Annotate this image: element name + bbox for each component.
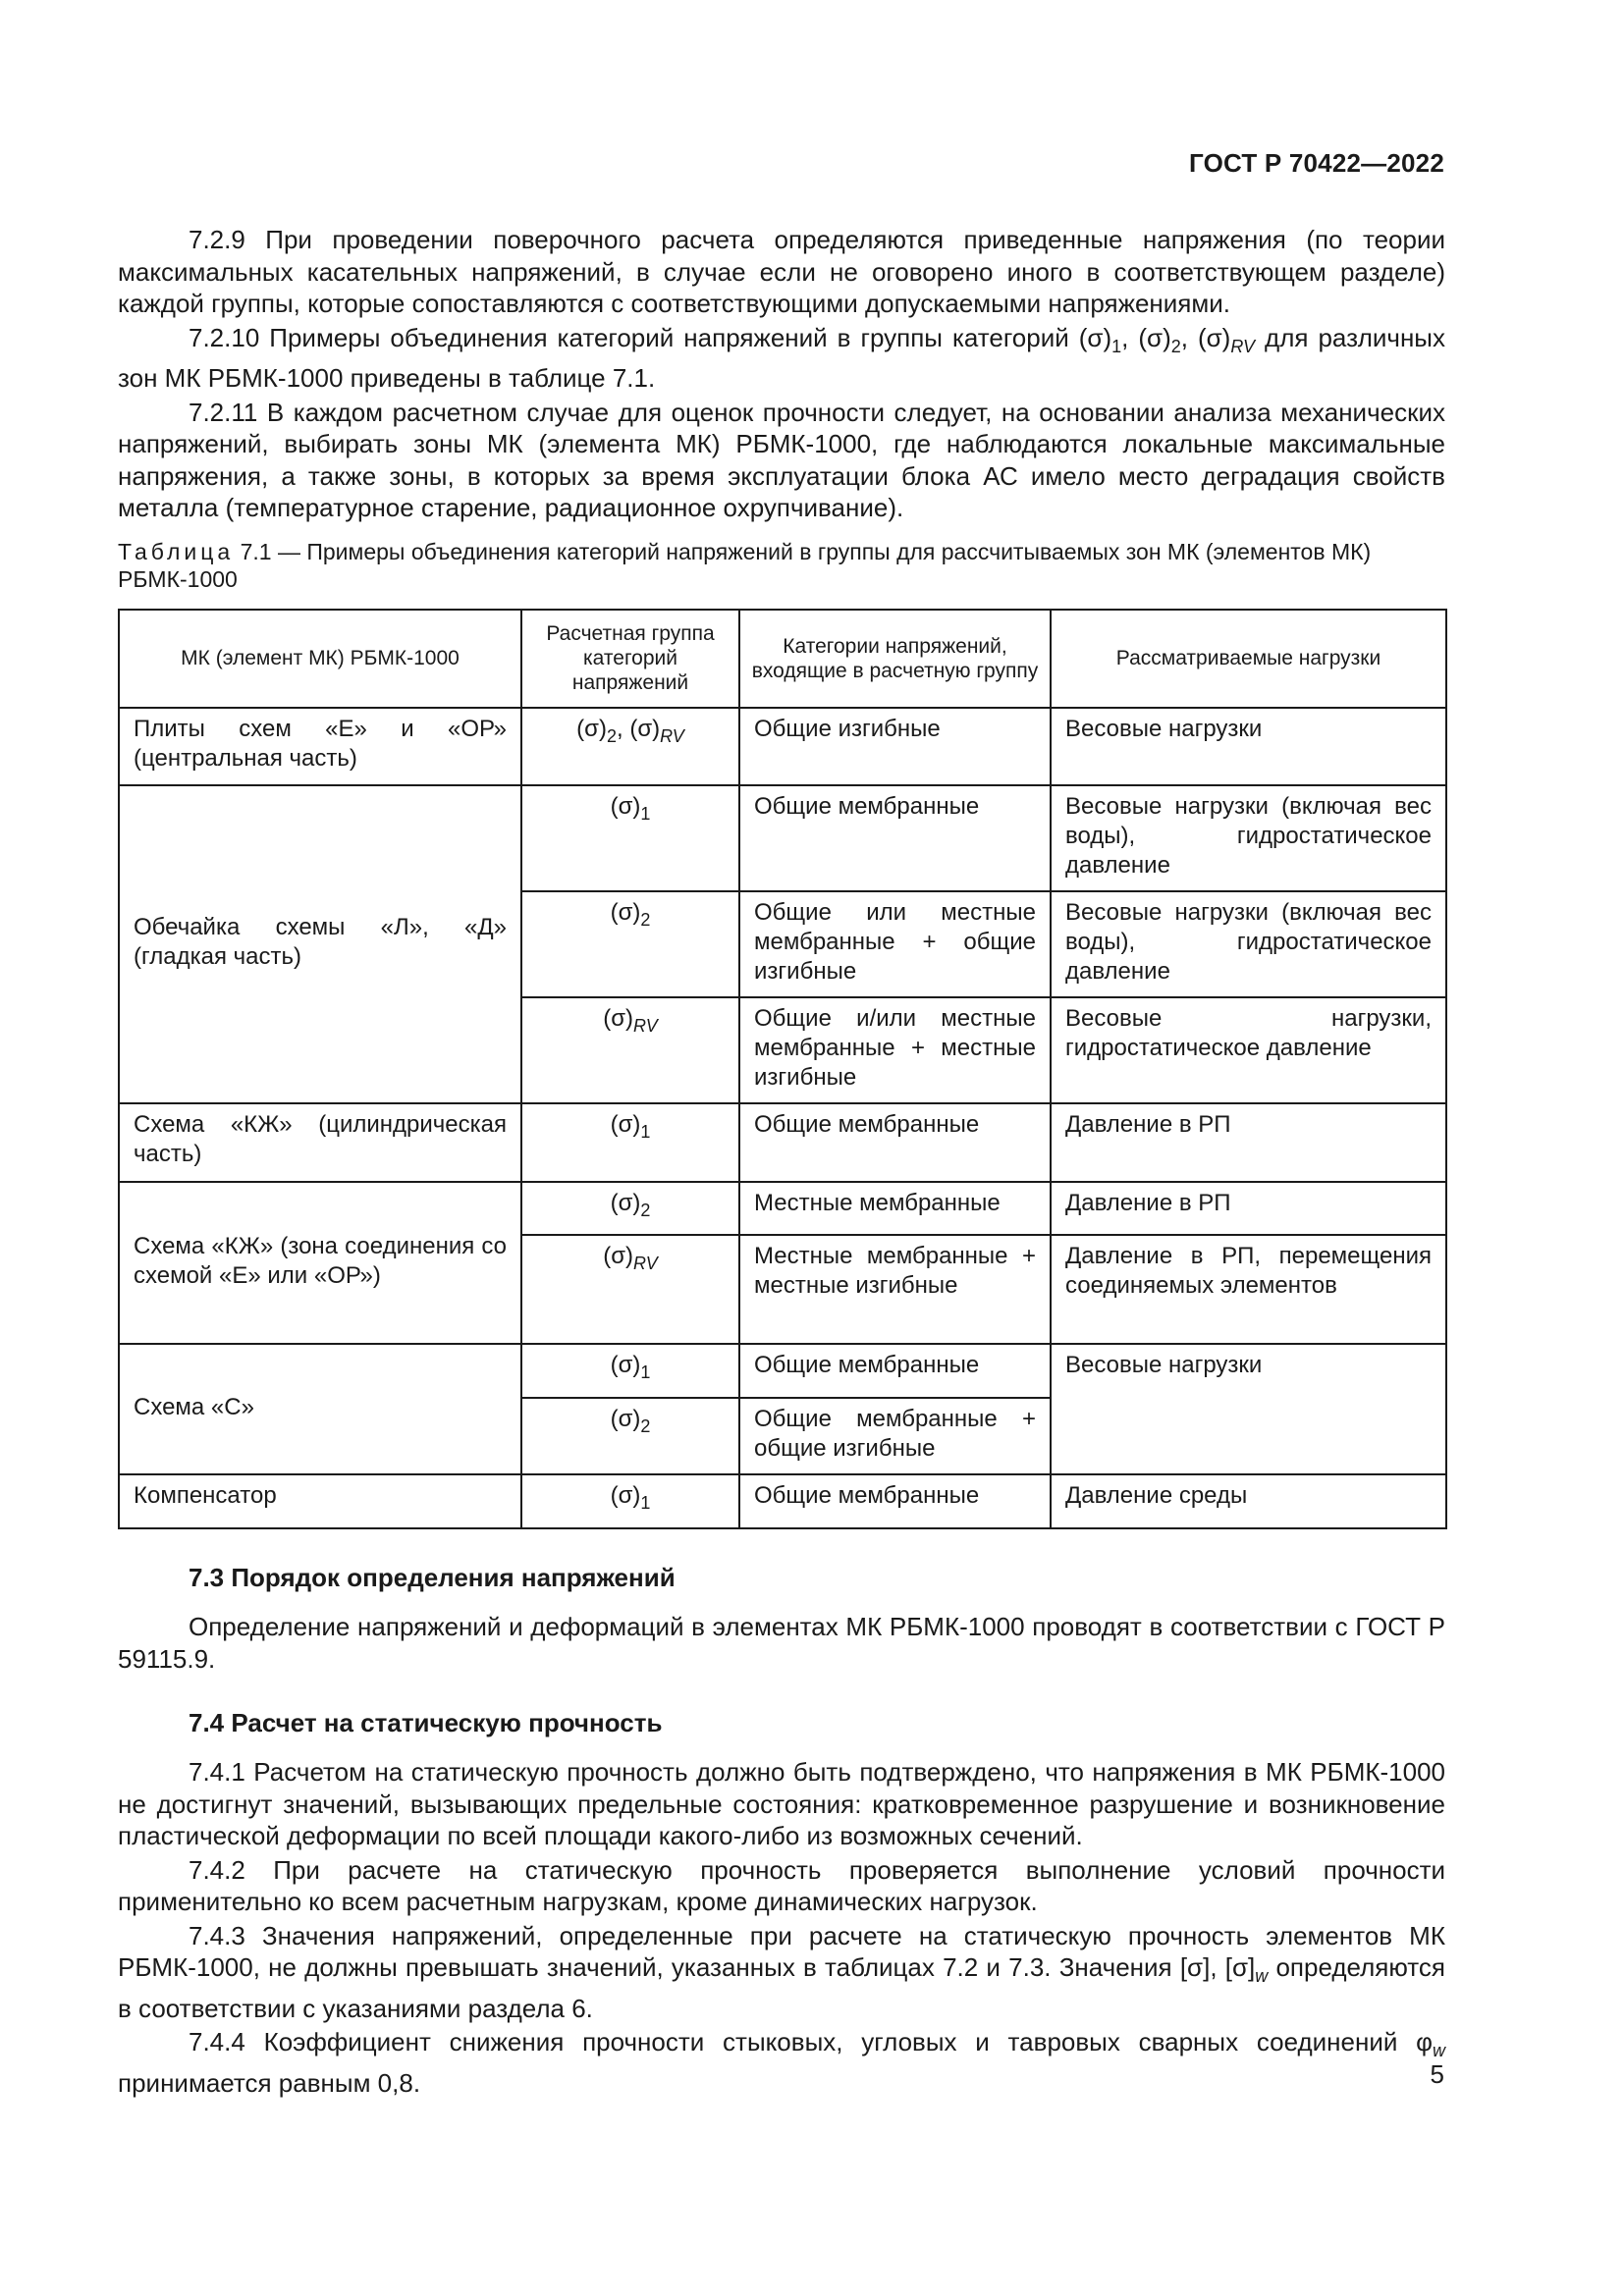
section-7-3-heading: 7.3 Порядок определения напряжений (189, 1563, 676, 1593)
category-cell: Общие мембранные + общие изгибные (739, 1398, 1051, 1474)
group-cell: $(\sigma)_2$ (521, 891, 739, 997)
paragraph-7-4-1: 7.4.1 Расчетом на статическую прочность должно быть подтверждено, что напряжения в МК РБМК-1000 не достигнут значений, вызывающих предельные состояния: кратковременное разрушение и возникновение пластической деформации по всей площади какого-либо из возможных сечений. (118, 1757, 1445, 1851)
header-loads: Рассматриваемые нагрузки (1051, 610, 1446, 708)
load-cell: Давление в РП (1051, 1182, 1446, 1236)
paragraph-7-2-11: 7.2.11 В каждом расчетном случае для оценок прочности следует, на основании анализа механических напряжений, выбирать зоны МК (элемента МК) РБМК-1000, где наблюдаются локальные максимальные напряжения, а также зоны, в которых за время эксплуатации блока АС имело место деградация свойств металла (температурное старение, радиационное охрупчивание). (118, 397, 1445, 523)
section-7-3-text: Определение напряжений и деформаций в элементах МК РБМК-1000 проводят в соответствии с ГОСТ Р 59115.9. (118, 1612, 1445, 1674)
group-cell: $(\sigma)_1$ (521, 1103, 739, 1182)
paragraph-7-4-4: 7.4.4 Коэффициент снижения прочности стыковых, угловых и тавровых сварных соединений $\varphi_w$ принимается равным 0,8. (118, 2027, 1445, 2098)
category-cell: Общие мембранные (739, 1344, 1051, 1398)
table-row (119, 708, 1446, 785)
load-cell: Весовые нагрузки (1051, 708, 1446, 785)
zone-cell: Обечайка схемы «Л», «Д» (гладкая часть) (119, 785, 521, 1103)
header-group: Расчетная группа категорий напряжений (521, 610, 739, 708)
page-content (118, 224, 1445, 2101)
load-cell: Давление в РП (1051, 1103, 1446, 1182)
load-cell: Весовые нагрузки (1051, 1344, 1446, 1474)
document-id-header: ГОСТ Р 70422—2022 (1189, 148, 1444, 178)
table-row (119, 785, 1446, 891)
group-cell: $(\sigma)_2$ (521, 1182, 739, 1236)
load-cell: Весовые нагрузки, гидростатическое давление (1051, 997, 1446, 1103)
table-row (119, 1103, 1446, 1182)
table-caption: Таблица 7.1 — Примеры объединения категорий напряжений в группы для рассчитываемых зон МК (элементов МК) РБМК-1000 (118, 538, 1372, 592)
zone-cell: Плиты схем «Е» и «ОР» (центральная часть) (119, 708, 521, 785)
category-cell: Местные мембранные + местные изгибные (739, 1235, 1051, 1344)
stress-groups-table (118, 609, 1447, 1529)
category-cell: Местные мембранные (739, 1182, 1051, 1236)
table-row (119, 1344, 1446, 1398)
category-cell: Общие мембранные (739, 1103, 1051, 1182)
category-cell: Общие или местные мембранные + общие изгибные (739, 891, 1051, 997)
page-number: 5 (1430, 2059, 1444, 2089)
group-cell: $(\sigma)_2$, $(\sigma)_{RV}$ (521, 708, 739, 785)
table-row (119, 1182, 1446, 1236)
header-zone: МК (элемент МК) РБМК-1000 (119, 610, 521, 708)
category-cell: Общие мембранные (739, 1474, 1051, 1528)
load-cell: Давление среды (1051, 1474, 1446, 1528)
section-7-4-heading: 7.4 Расчет на статическую прочность (189, 1708, 663, 1738)
zone-cell: Схема «КЖ» (зона соединения со схемой «Е» или «ОР») (119, 1182, 521, 1345)
group-cell: $(\sigma)_{RV}$ (521, 1235, 739, 1344)
category-cell: Общие и/или местные мембранные + местные изгибные (739, 997, 1051, 1103)
category-cell: Общие мембранные (739, 785, 1051, 891)
load-cell: Весовые нагрузки (включая вес воды), гидростатическое давление (1051, 785, 1446, 891)
header-categories: Категории напряжений, входящие в расчетную группу (739, 610, 1051, 708)
category-cell: Общие изгибные (739, 708, 1051, 785)
group-cell: $(\sigma)_1$ (521, 1344, 739, 1398)
paragraph-7-2-9: 7.2.9 При проведении поверочного расчета определяются приведенные напряжения (по теории максимальных касательных напряжений, в случае если не оговорено иного в соответствующем разделе) каждой группы, которые сопоставляются с соответствующими допускаемыми напряжениями. (118, 225, 1445, 318)
paragraph-7-4-3: 7.4.3 Значения напряжений, определенные при расчете на статическую прочность элементов МК РБМК-1000, не должны превышать значений, указанных в таблицах 7.2 и 7.3. Значения [σ], $[\sigma]_w$ определяются в соответствии с указаниями раздела 6. (118, 1920, 1445, 2023)
zone-cell: Компенсатор (119, 1474, 521, 1528)
table-row (119, 1474, 1446, 1528)
table-header-row (119, 610, 1446, 708)
group-cell: $(\sigma)_1$ (521, 785, 739, 891)
group-cell: $(\sigma)_{RV}$ (521, 997, 739, 1103)
load-cell: Весовые нагрузки (включая вес воды), гидростатическое давление (1051, 891, 1446, 997)
load-cell: Давление в РП, перемещения соединяемых элементов (1051, 1235, 1446, 1344)
group-cell: $(\sigma)_1$ (521, 1474, 739, 1528)
group-cell: $(\sigma)_2$ (521, 1398, 739, 1474)
paragraph-7-2-10: 7.2.10 Примеры объединения категорий напряжений в группы категорий $(\sigma)_1$, $(\sigma)_2$, $(\sigma)_{RV}$ для различных зон МК РБМК-1000 приведены в таблице 7.1. (118, 322, 1445, 394)
zone-cell: Схема «С» (119, 1344, 521, 1474)
zone-cell: Схема «КЖ» (цилиндрическая часть) (119, 1103, 521, 1182)
paragraph-7-4-2: 7.4.2 При расчете на статическую прочность проверяется выполнение условий прочности применительно ко всем расчетным нагрузкам, кроме динамических нагрузок. (118, 1854, 1445, 1917)
